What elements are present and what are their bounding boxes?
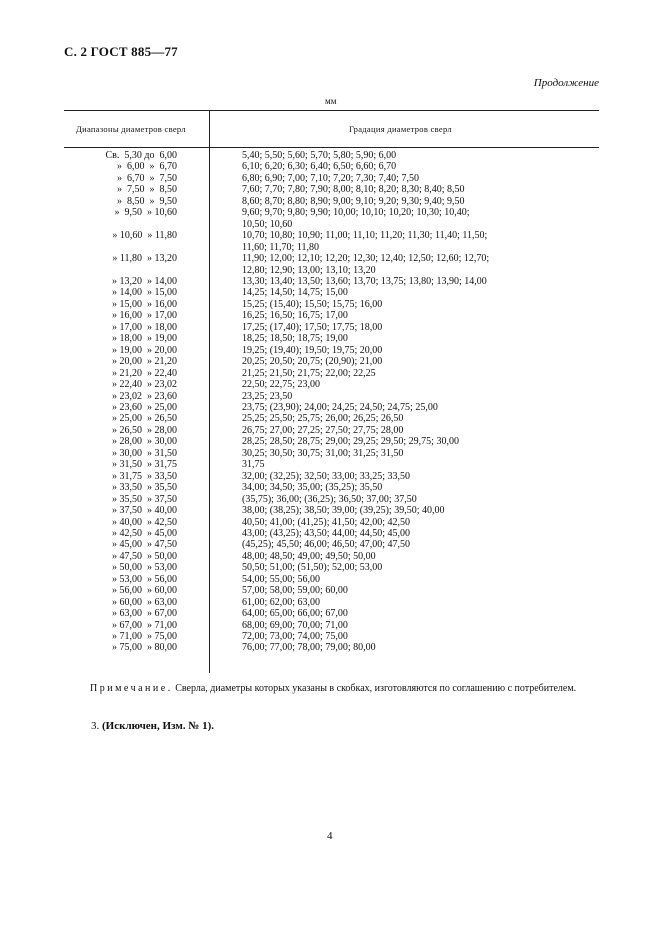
- diameter-gradation-cell: 72,00; 73,00; 74,00; 75,00: [242, 631, 348, 643]
- diameter-gradation-cell: 9,60; 9,70; 9,80; 9,90; 10,00; 10,10; 10,20; 10,30; 10,40; 10,50; 10,60: [242, 207, 470, 230]
- diameter-range-cell: » 33,50 » 35,50: [112, 482, 177, 494]
- table-row: [64, 391, 599, 402]
- diameter-range-cell: » 23,02 » 23,60: [112, 390, 177, 402]
- diameter-range-cell: » 45,00 » 47,50: [112, 539, 177, 551]
- table-row: [64, 322, 599, 333]
- table-row: [64, 161, 599, 172]
- table-row: [64, 482, 599, 493]
- table-row: [64, 459, 599, 470]
- column-header-ranges: Диапазоны диаметров сверл: [76, 124, 186, 134]
- table-row: [64, 196, 599, 207]
- table-row: [64, 173, 599, 184]
- diameter-gradation-cell: 6,10; 6,20; 6,30; 6,40; 6,50; 6,60; 6,70: [242, 161, 397, 173]
- page-number: 4: [327, 830, 333, 842]
- continuation-label: Продолжение: [533, 77, 599, 89]
- diameter-range-cell: » 15,00 » 16,00: [112, 298, 177, 310]
- table-row: [64, 413, 599, 424]
- diameter-gradation-cell: 76,00; 77,00; 78,00; 79,00; 80,00: [242, 642, 376, 654]
- table-row: [64, 562, 599, 573]
- diameter-gradation-cell: 40,50; 41,00; (41,25); 41,50; 42,00; 42,50: [242, 516, 411, 528]
- table-row: [64, 276, 599, 287]
- diameter-gradation-cell: (35,75); 36,00; (36,25); 36,50; 37,00; 37,50: [242, 493, 417, 505]
- diameter-range-cell: » 8,50 » 9,50: [117, 195, 177, 207]
- table-row: [64, 642, 599, 653]
- diameter-gradation-cell: 10,70; 10,80; 10,90; 11,00; 11,10; 11,20; 11,30; 11,40; 11,50; 11,60; 11,70; 11,80: [242, 230, 488, 253]
- diameter-range-cell: » 42,50 » 45,00: [112, 527, 177, 539]
- table-row: [64, 184, 599, 195]
- diameter-range-cell: » 11,80 » 13,20: [112, 253, 177, 265]
- diameter-range-cell: » 63,00 » 67,00: [112, 608, 177, 620]
- diameter-range-cell: » 16,00 » 17,00: [112, 310, 177, 322]
- item-3: [91, 720, 214, 732]
- diameter-range-cell: » 28,00 » 30,00: [112, 436, 177, 448]
- table-row: [64, 471, 599, 482]
- diameter-range-cell: » 56,00 » 60,00: [112, 585, 177, 597]
- diameter-range-cell: » 37,50 » 40,00: [112, 505, 177, 517]
- diameter-range-cell: » 67,00 » 71,00: [112, 619, 177, 631]
- diameter-range-cell: » 53,00 » 56,00: [112, 573, 177, 585]
- table-row: [64, 356, 599, 367]
- diameter-range-cell: » 9,50 » 10,60: [114, 207, 177, 219]
- table-row: [64, 207, 599, 230]
- diameter-gradation-cell: 34,00; 34,50; 35,00; (35,25); 35,50: [242, 482, 383, 494]
- diameter-gradation-cell: 64,00; 65,00; 66,00; 67,00: [242, 608, 348, 620]
- diameter-gradation-cell: 7,60; 7,70; 7,80; 7,90; 8,00; 8,10; 8,20; 8,30; 8,40; 8,50: [242, 184, 465, 196]
- note-text: Сверла, диаметры которых указаны в скобках, изготовляются по соглашению с потребителем.: [172, 683, 577, 694]
- diameter-gradation-cell: 20,25; 20,50; 20,75; (20,90); 21,00: [242, 356, 383, 368]
- diameter-gradation-cell: 11,90; 12,00; 12,10; 12,20; 12,30; 12,40; 12,50; 12,60; 12,70; 12,80; 12,90; 13,00; 13,10; 13,20: [242, 253, 490, 276]
- table-row: [64, 539, 599, 550]
- diameter-gradation-cell: 38,00; (38,25); 38,50; 39,00; (39,25); 39,50; 40,00: [242, 505, 445, 517]
- diameter-gradation-cell: 23,75; (23,90); 24,00; 24,25; 24,50; 24,75; 25,00: [242, 401, 438, 413]
- diameter-range-cell: » 71,00 » 75,00: [112, 631, 177, 643]
- diameter-range-cell: » 20,00 » 21,20: [112, 356, 177, 368]
- diameter-gradation-cell: 15,25; (15,40); 15,50; 15,75; 16,00: [242, 298, 383, 310]
- diameter-range-cell: » 31,75 » 33,50: [112, 470, 177, 482]
- diameter-range-cell: » 60,00 » 63,00: [112, 596, 177, 608]
- diameter-range-cell: » 26,50 » 28,00: [112, 424, 177, 436]
- table-row: [64, 494, 599, 505]
- units-label: мм: [325, 96, 337, 106]
- page-header: С. 2 ГОСТ 885—77: [64, 44, 178, 59]
- table-row: [64, 368, 599, 379]
- table-body: [64, 150, 599, 654]
- diameter-range-cell: » 21,20 » 22,40: [112, 367, 177, 379]
- table-row: [64, 528, 599, 539]
- diameter-range-cell: » 50,00 » 53,00: [112, 562, 177, 574]
- table-row: [64, 230, 599, 253]
- diameter-range-cell: » 22,40 » 23,02: [112, 379, 177, 391]
- diameter-gradation-cell: 17,25; (17,40); 17,50; 17,75; 18,00: [242, 321, 383, 333]
- table-row: [64, 150, 599, 161]
- diameter-range-cell: » 25,00 » 26,50: [112, 413, 177, 425]
- table-row: [64, 620, 599, 631]
- table-row: [64, 551, 599, 562]
- diameter-range-cell: » 14,00 » 15,00: [112, 287, 177, 299]
- table-row: [64, 379, 599, 390]
- diameter-range-cell: » 13,20 » 14,00: [112, 275, 177, 287]
- diameter-gradation-cell: 23,25; 23,50: [242, 390, 293, 402]
- diameter-range-cell: » 6,00 » 6,70: [117, 161, 177, 173]
- diameter-gradation-cell: 18,25; 18,50; 18,75; 19,00: [242, 333, 348, 345]
- diameter-gradation-cell: 5,40; 5,50; 5,60; 5,70; 5,80; 5,90; 6,00: [242, 150, 397, 161]
- table-row: [64, 608, 599, 619]
- item-3-text: (Исключен, Изм. № 1).: [102, 720, 215, 732]
- diameter-range-cell: » 30,00 » 31,50: [112, 447, 177, 459]
- diameter-range-cell: » 23,60 » 25,00: [112, 401, 177, 413]
- diameter-gradation-cell: 28,25; 28,50; 28,75; 29,00; 29,25; 29,50; 29,75; 30,00: [242, 436, 459, 448]
- table-row: [64, 436, 599, 447]
- diameter-gradation-cell: 25,25; 25,50; 25,75; 26,00; 26,25; 26,50: [242, 413, 404, 425]
- diameter-gradation-cell: 57,00; 58,00; 59,00; 60,00: [242, 585, 348, 597]
- table-row: [64, 574, 599, 585]
- column-header-gradation: Градация диаметров сверл: [349, 124, 452, 134]
- diameter-gradation-cell: 50,50; 51,00; (51,50); 52,00; 53,00: [242, 562, 383, 574]
- table-row: [64, 287, 599, 298]
- table-row: [64, 299, 599, 310]
- table-row: [64, 597, 599, 608]
- diameter-range-cell: » 40,00 » 42,50: [112, 516, 177, 528]
- diameter-gradation-cell: 48,00; 48,50; 49,00; 49,50; 50,00: [242, 550, 376, 562]
- diameter-gradation-cell: 16,25; 16,50; 16,75; 17,00: [242, 310, 348, 322]
- table-header-rule: [64, 147, 599, 148]
- diameter-gradation-cell: 54,00; 55,00; 56,00: [242, 573, 321, 585]
- table-row: [64, 505, 599, 516]
- table-row: [64, 253, 599, 276]
- note-paragraph: [64, 683, 599, 695]
- diameter-range-cell: » 7,50 » 8,50: [117, 184, 177, 196]
- diameter-gradation-cell: 61,00; 62,00; 63,00: [242, 596, 321, 608]
- diameter-gradation-cell: 13,30; 13,40; 13,50; 13,60; 13,70; 13,75; 13,80; 13,90; 14,00: [242, 275, 487, 287]
- table-row: [64, 402, 599, 413]
- diameter-gradation-cell: 14,25; 14,50; 14,75; 15,00: [242, 287, 348, 299]
- diameter-range-cell: » 35,50 » 37,50: [112, 493, 177, 505]
- diameter-gradation-cell: 31,75: [242, 459, 265, 471]
- table-top-rule: [64, 110, 599, 111]
- table-row: [64, 310, 599, 321]
- diameter-range-cell: » 31,50 » 31,75: [112, 459, 177, 471]
- diameter-range-cell: Св. 5,30 до 6,00: [105, 150, 177, 161]
- diameter-gradation-cell: (45,25); 45,50; 46,00; 46,50; 47,00; 47,50: [242, 539, 411, 551]
- item-3-number: 3.: [91, 720, 100, 732]
- diameter-gradation-cell: 19,25; (19,40); 19,50; 19,75; 20,00: [242, 344, 383, 356]
- diameter-range-cell: » 75,00 » 80,00: [112, 642, 177, 654]
- diameter-range-cell: » 17,00 » 18,00: [112, 321, 177, 333]
- note-label: Примечание.: [90, 683, 173, 694]
- diameter-range-cell: » 6,70 » 7,50: [117, 172, 177, 184]
- table-row: [64, 585, 599, 596]
- diameter-gradation-cell: 8,60; 8,70; 8,80; 8,90; 9,00; 9,10; 9,20; 9,30; 9,40; 9,50: [242, 195, 465, 207]
- diameter-range-cell: » 18,00 » 19,00: [112, 333, 177, 345]
- diameter-gradation-cell: 22,50; 22,75; 23,00: [242, 379, 321, 391]
- diameter-gradation-cell: 32,00; (32,25); 32,50; 33,00; 33,25; 33,50: [242, 470, 411, 482]
- diameter-range-cell: » 19,00 » 20,00: [112, 344, 177, 356]
- table-row: [64, 448, 599, 459]
- table-row: [64, 345, 599, 356]
- diameter-gradation-cell: 30,25; 30,50; 30,75; 31,00; 31,25; 31,50: [242, 447, 404, 459]
- diameter-gradation-cell: 43,00; (43,25); 43,50; 44,00; 44,50; 45,00: [242, 527, 411, 539]
- diameter-gradation-cell: 26,75; 27,00; 27,25; 27,50; 27,75; 28,00: [242, 424, 404, 436]
- diameter-range-cell: » 47,50 » 50,00: [112, 550, 177, 562]
- table-row: [64, 517, 599, 528]
- table-row: [64, 333, 599, 344]
- diameter-gradation-cell: 6,80; 6,90; 7,00; 7,10; 7,20; 7,30; 7,40; 7,50: [242, 172, 419, 184]
- diameter-gradation-cell: 21,25; 21,50; 21,75; 22,00; 22,25: [242, 367, 376, 379]
- table-row: [64, 631, 599, 642]
- diameter-gradation-cell: 68,00; 69,00; 70,00; 71,00: [242, 619, 348, 631]
- diameter-range-cell: » 10,60 » 11,80: [112, 230, 177, 242]
- table-row: [64, 425, 599, 436]
